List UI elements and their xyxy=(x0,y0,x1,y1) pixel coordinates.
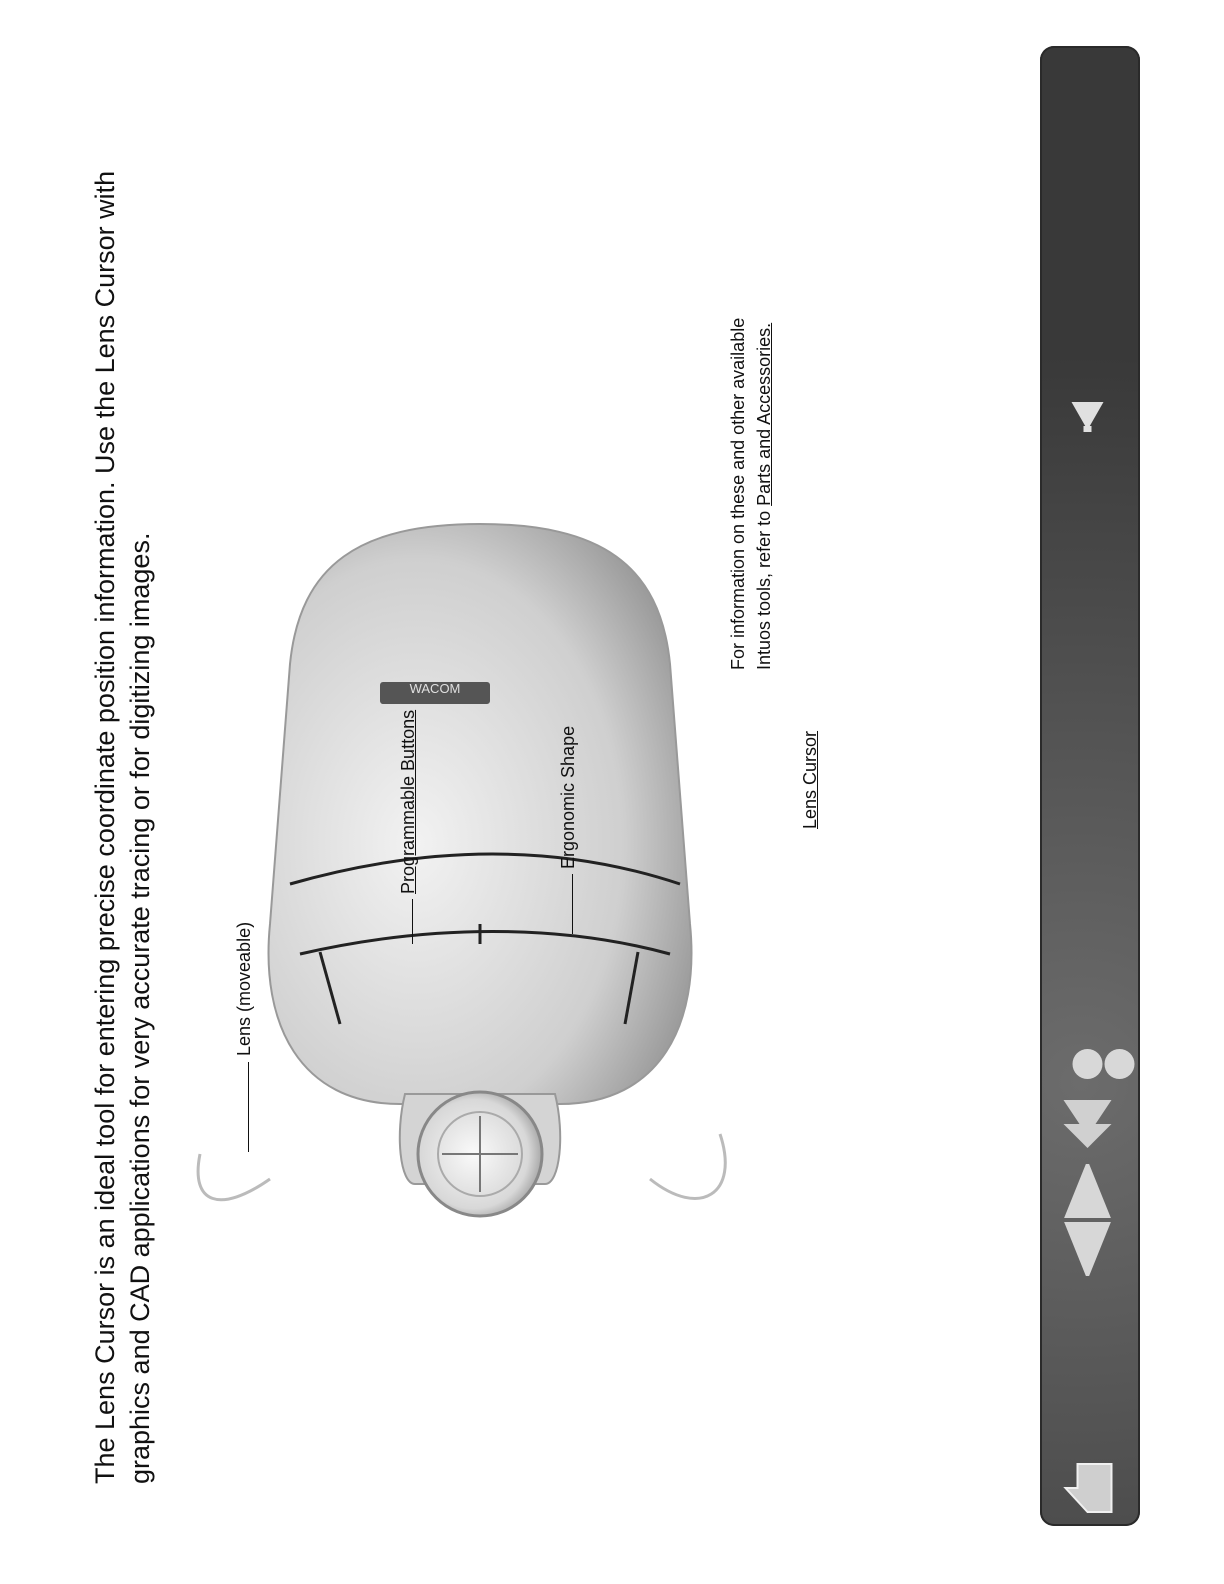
lens-cursor-link[interactable]: Lens Cursor xyxy=(800,730,820,829)
up-icon[interactable] xyxy=(1066,392,1115,436)
home-icon[interactable] xyxy=(1058,1458,1123,1518)
lens-element xyxy=(418,1092,542,1216)
info-line-2 xyxy=(751,318,777,670)
intro-paragraph: The Lens Cursor is an ideal tool for entering precise coordinate position information. Use the Lens Cursor with graphics and CAD applications for very accurate tracing or for digitizing images. xyxy=(90,170,155,1484)
info-line-2-prefix: Intuos tools, refer to xyxy=(754,505,774,670)
ergonomic-shape-callout: Ergonomic Shape xyxy=(558,725,578,869)
lens-cursor-illustration xyxy=(180,504,780,1224)
programmable-buttons-link[interactable]: Programmable Buttons xyxy=(398,709,418,894)
shape-leader-line xyxy=(572,874,573,934)
device-brand-label: WACOM xyxy=(409,681,461,696)
parts-and-accessories-link[interactable]: Parts and Accessories. xyxy=(754,322,774,506)
next-page-icon[interactable] xyxy=(1053,1164,1128,1218)
buttons-leader-line xyxy=(412,899,413,944)
lens-leader-line xyxy=(248,1062,249,1152)
navigation-bar xyxy=(1040,46,1140,1526)
previous-page-icon[interactable] xyxy=(1053,1222,1128,1276)
back-icon[interactable] xyxy=(1058,1094,1123,1154)
lens-callout: Lens (moveable) xyxy=(234,921,254,1056)
info-note xyxy=(725,318,777,670)
zoom-out-icon[interactable] xyxy=(1102,1046,1143,1082)
info-line-1: For information on these and other available xyxy=(728,317,748,670)
